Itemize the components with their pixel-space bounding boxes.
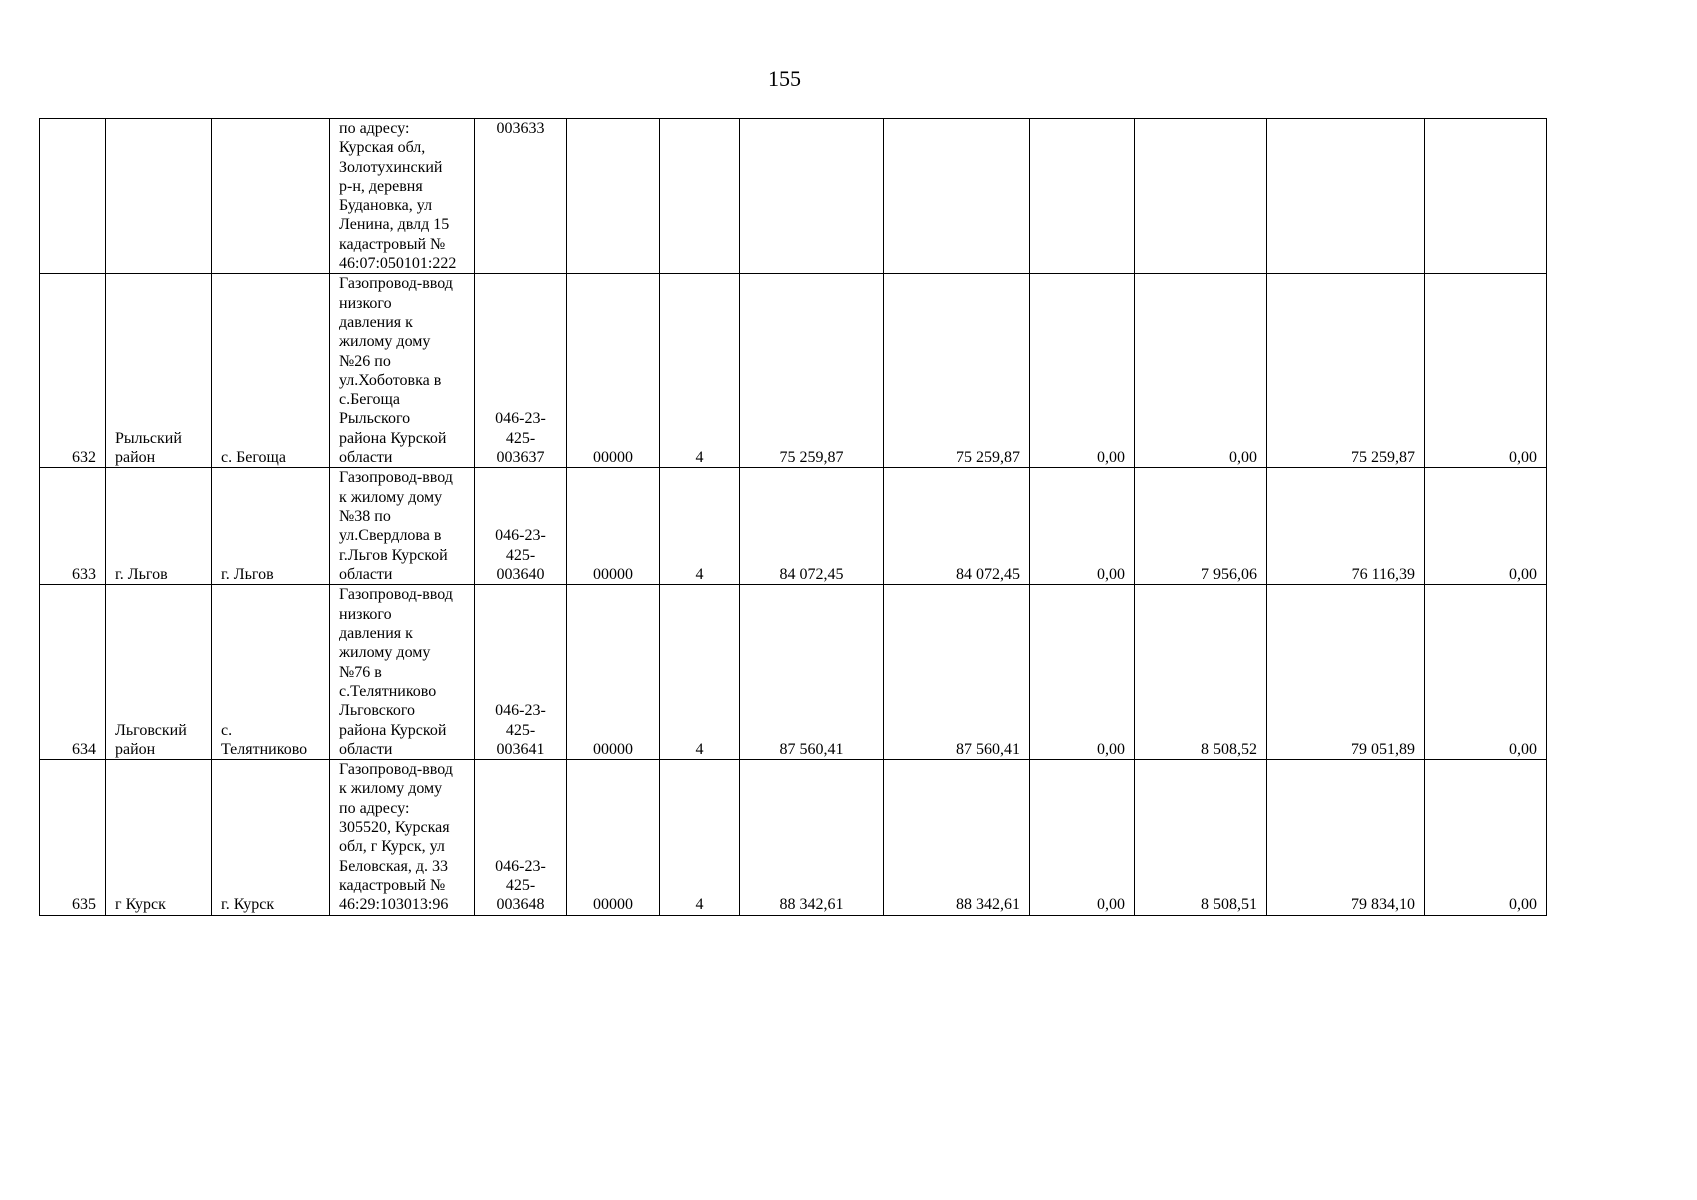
table-row <box>40 274 1547 468</box>
code-cell <box>567 119 660 274</box>
amount-cell: 0,00 <box>1425 585 1547 760</box>
amount-cell: 0,00 <box>1135 274 1267 468</box>
code-cell: 00000 <box>567 274 660 468</box>
code-cell: 00000 <box>567 760 660 915</box>
amount-cell <box>1267 119 1425 274</box>
district-cell: г. Льгов <box>106 468 212 585</box>
description-cell: по адресу: Курская обл, Золотухинский р-н, деревня Будановка, ул Ленина, двлд 15 кадастровый № 46:07:050101:222 <box>330 119 475 274</box>
amount-cell: 8 508,51 <box>1135 760 1267 915</box>
locality-cell: г. Льгов <box>212 468 330 585</box>
row-number: 635 <box>40 760 106 915</box>
group-cell: 4 <box>660 274 740 468</box>
amount-cell: 87 560,41 <box>740 585 884 760</box>
amount-cell: 0,00 <box>1425 274 1547 468</box>
table-row <box>40 760 1547 915</box>
description-cell: Газопровод-ввод низкого давления к жилому дому №76 в с.Телятниково Льговского района Курской области <box>330 585 475 760</box>
inventory-number-cell: 046-23- 425- 003640 <box>475 468 567 585</box>
amount-cell: 0,00 <box>1425 468 1547 585</box>
district-cell <box>106 119 212 274</box>
amount-cell: 75 259,87 <box>1267 274 1425 468</box>
group-cell <box>660 119 740 274</box>
amount-cell: 0,00 <box>1030 468 1135 585</box>
amount-cell: 79 834,10 <box>1267 760 1425 915</box>
registry-table <box>39 118 1547 916</box>
amount-cell: 87 560,41 <box>884 585 1030 760</box>
amount-cell <box>1030 119 1135 274</box>
locality-cell: с. Бегоща <box>212 274 330 468</box>
amount-cell: 0,00 <box>1425 760 1547 915</box>
amount-cell: 88 342,61 <box>884 760 1030 915</box>
table-row <box>40 468 1547 585</box>
district-cell: г Курск <box>106 760 212 915</box>
amount-cell: 76 116,39 <box>1267 468 1425 585</box>
amount-cell: 84 072,45 <box>884 468 1030 585</box>
table-row <box>40 585 1547 760</box>
locality-cell: с. Телятниково <box>212 585 330 760</box>
group-cell: 4 <box>660 468 740 585</box>
inventory-number-cell: 046-23- 425- 003648 <box>475 760 567 915</box>
amount-cell: 0,00 <box>1030 274 1135 468</box>
amount-cell <box>1135 119 1267 274</box>
amount-cell: 84 072,45 <box>740 468 884 585</box>
row-number: 634 <box>40 585 106 760</box>
row-number: 633 <box>40 468 106 585</box>
row-number <box>40 119 106 274</box>
row-number: 632 <box>40 274 106 468</box>
amount-cell <box>1425 119 1547 274</box>
group-cell: 4 <box>660 585 740 760</box>
amount-cell: 88 342,61 <box>740 760 884 915</box>
code-cell: 00000 <box>567 585 660 760</box>
district-cell: Рыльский район <box>106 274 212 468</box>
amount-cell: 79 051,89 <box>1267 585 1425 760</box>
amount-cell: 75 259,87 <box>740 274 884 468</box>
district-cell: Льговский район <box>106 585 212 760</box>
amount-cell: 8 508,52 <box>1135 585 1267 760</box>
amount-cell: 0,00 <box>1030 760 1135 915</box>
amount-cell: 0,00 <box>1030 585 1135 760</box>
description-cell: Газопровод-ввод к жилому дому №38 по ул.Свердлова в г.Льгов Курской области <box>330 468 475 585</box>
amount-cell: 75 259,87 <box>884 274 1030 468</box>
description-cell: Газопровод-ввод к жилому дому по адресу: 305520, Курская обл, г Курск, ул Беловская, д. 33 кадастровый № 46:29:103013:96 <box>330 760 475 915</box>
amount-cell <box>740 119 884 274</box>
page-number: 155 <box>768 66 801 91</box>
inventory-number-cell: 003633 <box>475 119 567 274</box>
group-cell: 4 <box>660 760 740 915</box>
code-cell: 00000 <box>567 468 660 585</box>
inventory-number-cell: 046-23- 425- 003641 <box>475 585 567 760</box>
locality-cell: г. Курск <box>212 760 330 915</box>
locality-cell <box>212 119 330 274</box>
table-row <box>40 119 1547 274</box>
description-cell: Газопровод-ввод низкого давления к жилому дому №26 по ул.Хоботовка в с.Бегоща Рыльского района Курской области <box>330 274 475 468</box>
inventory-number-cell: 046-23- 425- 003637 <box>475 274 567 468</box>
amount-cell: 7 956,06 <box>1135 468 1267 585</box>
amount-cell <box>884 119 1030 274</box>
